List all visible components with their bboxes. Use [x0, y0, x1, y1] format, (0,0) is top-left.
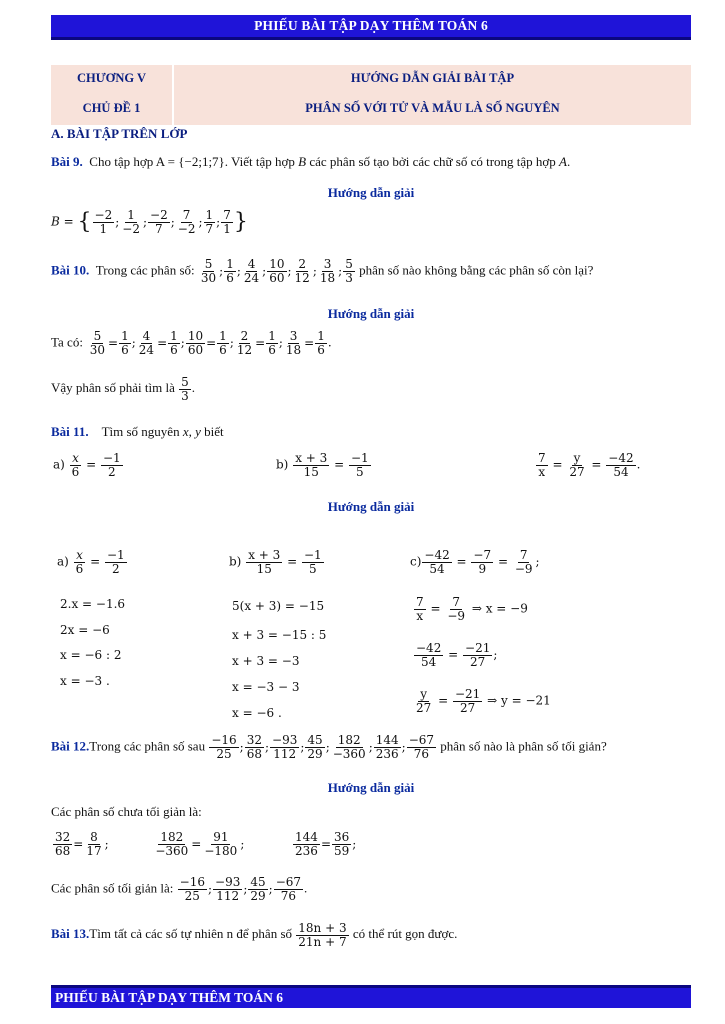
fraction: $\frac{-2}{1}$: [94, 208, 113, 236]
bai12-problem: [51, 734, 607, 760]
bai12-label: Bài 12.: [51, 738, 90, 754]
chapter-header-table: [51, 65, 691, 125]
sol-a-step1: 2.x = −1.6: [60, 597, 126, 611]
bai10-solution: [51, 330, 332, 356]
bai12-guide-heading: Hướng dẫn giải: [327, 780, 415, 795]
bai11-guide-heading: Hướng dẫn giải: [327, 499, 415, 514]
fraction: $\frac{-67}{76}$: [408, 733, 435, 761]
reduction-2: $\frac{182}{-360}$ = $\frac{91}{-180}$ ;: [155, 830, 245, 858]
fraction: $\frac{144}{236}$: [375, 733, 399, 761]
bai10-answer-fraction: $\frac{5}{3}$: [181, 375, 189, 403]
bai13-fraction: $\frac{18n + 3}{21n + 7}$: [298, 921, 347, 949]
fraction: $\frac{1}{6}$: [226, 257, 234, 285]
bai9-label: Bài 9.: [51, 154, 83, 169]
sol-b-step3: x + 3 = −3: [232, 654, 300, 668]
bai12-text2: phân số nào là phân số tối giản?: [440, 738, 607, 754]
bai9-set-name: B =: [51, 214, 74, 229]
bai13-label: Bài 13.: [51, 926, 90, 942]
bai11-question-b: b) $\frac{x + 3}{15}$ = $\frac{-1}{5}$: [276, 451, 369, 479]
bai12-fraction-list: $\frac{-16}{25}$ ; $\frac{32}{68}$ ; $\frac{-93}{112}$ ; $\frac{45}{29}$ ; $\frac{182}{-360}$ ; $\frac{144}{236}$ ; $\frac{-67}{76}$: [211, 733, 435, 761]
close-brace-icon: }: [233, 209, 248, 235]
fraction: $\frac{-16}{25}$: [179, 875, 205, 903]
fraction: $\frac{182}{-360}$: [332, 733, 366, 761]
bai9-problem: Bài 9. Cho tập hợp A = {−2;1;7}. Viết tập hợp B các phân số tạo bởi các chữ số có trong tập hợp A.: [51, 154, 571, 169]
bai10-fraction-list: $\frac{5}{30}$ ; $\frac{1}{6}$ ; $\frac{4}{24}$ ; $\frac{10}{60}$ ; $\frac{2}{12}$ ; $\frac{3}{18}$ ; $\frac{5}{3}$: [200, 257, 353, 285]
bai12-reductions: [52, 831, 356, 857]
bai11-text: Tìm số nguyên: [101, 424, 180, 439]
bai9-text: Cho tập hợp A = {−2;1;7}. Viết tập hợp: [89, 154, 295, 169]
bai11-label: Bài 11.: [51, 424, 89, 439]
fraction: $\frac{5}{30}$: [200, 257, 217, 285]
bai13-text: Tìm tất cả các số tự nhiên n để phân số: [89, 926, 293, 942]
bai10-problem: [51, 258, 593, 284]
bai11-question-a: a) $\frac{x}{6}$ = $\frac{-1}{2}$: [53, 451, 121, 479]
fraction: $\frac{10}{60}$: [269, 257, 285, 285]
footer-bar-title: PHIẾU BÀI TẬP DẠY THÊM TOÁN 6: [55, 990, 284, 1005]
bai11-sol-b-head: b) $\frac{x + 3}{15}$ = $\frac{-1}{5}$: [229, 548, 322, 576]
bai10-conclusion: Vậy phân số phải tìm là $\frac{5}{3}$ .: [51, 375, 195, 403]
footer-bar: [51, 985, 691, 1008]
sol-a-step4: x = −3 .: [60, 674, 110, 688]
fraction: $\frac{7}{-2}$: [177, 208, 196, 236]
equality: $\frac{2}{12}$ = $\frac{1}{6}$: [236, 329, 276, 357]
fraction: $\frac{4}{24}$: [243, 257, 260, 285]
bai12-reduced-label: Các phân số tối giản là:: [51, 880, 174, 896]
open-brace-icon: {: [77, 209, 92, 235]
bai13-text2: có thể rút gọn được.: [352, 926, 458, 942]
bai12-reduced-list: $\frac{-16}{25}$ ; $\frac{-93}{112}$ ; $\frac{45}{29}$ ; $\frac{-67}{76}$: [179, 875, 302, 903]
fraction: $\frac{-16}{25}$: [211, 733, 237, 761]
fraction: $\frac{1}{7}$: [205, 208, 214, 236]
fraction: $\frac{-93}{112}$: [215, 875, 241, 903]
bai9-var-a: A: [559, 154, 567, 169]
bai11-question-c: $\frac{7}{x}$ = $\frac{y}{27}$ = $\frac{-42}{54}$ .: [538, 451, 641, 479]
bai10-conclusion-text: Vậy phân số phải tìm là: [51, 380, 175, 396]
bai11-problem: [51, 424, 224, 440]
sol-a-step2: 2x = −6: [60, 623, 110, 637]
sol-b-step5: x = −6 .: [232, 706, 282, 720]
bai11-sol-c-x: $\frac{7}{x}$ = $\frac{7}{-9}$ ⇒ x = −9: [416, 595, 528, 623]
bai9-fraction-list: $\frac{-2}{1}$ ; $\frac{1}{-2}$ ; $\frac{-2}{7}$ ; $\frac{7}{-2}$ ; $\frac{1}{7}$ ; $\frac{7}{1}$: [94, 208, 231, 236]
bai11-sol-c-head: c) $\frac{-42}{54}$ = $\frac{-7}{9}$ = $\frac{7}{-9}$ ;: [410, 548, 540, 576]
bai12-reduced: Các phân số tối giản là: $\frac{-16}{25}$ ; $\frac{-93}{112}$ ; $\frac{45}{29}$ ; $\frac{-67}{76}$ .: [51, 875, 308, 903]
bai11-vars: x, y: [182, 424, 201, 439]
reduction-3: $\frac{144}{236}$ = $\frac{36}{59}$ ;: [295, 830, 357, 858]
fraction: $\frac{3}{18}$: [319, 257, 336, 285]
equality: $\frac{4}{24}$ = $\frac{1}{6}$: [138, 329, 178, 357]
bai9-answer-set: [51, 209, 248, 235]
bai9-text2: các phân số tạo bởi các chữ số có trong tập hợp: [309, 154, 556, 169]
bai10-guide-heading: Hướng dẫn giải: [327, 306, 415, 321]
topic-label: CHỦ ĐỀ 1: [82, 101, 141, 115]
sol-a-step3: x = −6 : 2: [60, 648, 122, 662]
fraction: $\frac{-2}{7}$: [150, 208, 168, 236]
bai10-ta-co: Ta có:: [51, 334, 83, 350]
fraction: $\frac{45}{29}$: [307, 733, 323, 761]
fraction: $\frac{7}{1}$: [223, 208, 231, 236]
bai11-sol-c-mid: $\frac{-42}{54}$ = $\frac{-21}{27}$ ;: [416, 641, 498, 669]
bai10-equalities: $\frac{5}{30}$ = $\frac{1}{6}$ ; $\frac{4}{24}$ = $\frac{1}{6}$ ; $\frac{10}{60}$ = $\frac{1}{6}$ ; $\frac{2}{12}$ = $\frac{1}{6}$ ; $\frac{3}{18}$ = $\frac{1}{6}$ .: [87, 336, 332, 350]
bai9-var-b: B: [298, 154, 307, 169]
fraction: $\frac{45}{29}$: [250, 875, 266, 903]
equality: $\frac{3}{18}$ = $\frac{1}{6}$: [285, 329, 325, 357]
bai12-not-reduced-label: Các phân số chưa tối giản là:: [51, 804, 202, 819]
guide-title: HƯỚNG DẪN GIẢI BÀI TẬP: [350, 71, 515, 85]
bai9-guide-heading: Hướng dẫn giải: [327, 185, 415, 200]
bai10-text: Trong các phân số:: [95, 262, 195, 278]
fraction: $\frac{-93}{112}$: [272, 733, 298, 761]
fraction: $\frac{5}{3}$: [345, 257, 353, 285]
section-a-heading: A. BÀI TẬP TRÊN LỚP: [51, 126, 188, 141]
bai11-sol-c-y: $\frac{y}{27}$ = $\frac{-21}{27}$ ⇒ y = −21: [416, 687, 551, 715]
equality: $\frac{10}{60}$ = $\frac{1}{6}$: [187, 329, 227, 357]
fraction: $\frac{32}{68}$: [246, 733, 262, 761]
fraction: $\frac{-67}{76}$: [275, 875, 302, 903]
bai11-text2: biết: [204, 424, 224, 439]
fraction: $\frac{1}{-2}$: [122, 208, 140, 236]
topic-title: PHÂN SỐ VỚI TỬ VÀ MẪU LÀ SỐ NGUYÊN: [305, 101, 560, 115]
bai13-problem: [51, 922, 457, 948]
sol-b-step4: x = −3 − 3: [232, 680, 300, 694]
header-bar: [51, 15, 691, 40]
bai10-text2: phân số nào không bằng các phân số còn lại?: [359, 262, 594, 278]
sol-b-step1: 5(x + 3) = −15: [232, 599, 325, 613]
equality: $\frac{5}{30}$ = $\frac{1}{6}$: [89, 329, 129, 357]
bai10-label: Bài 10.: [51, 262, 90, 278]
chapter-label: CHƯƠNG V: [76, 71, 147, 85]
sol-b-step2: x + 3 = −15 : 5: [232, 628, 327, 642]
reduction-1: $\frac{32}{68}$ = $\frac{8}{17}$ ;: [55, 830, 109, 858]
fraction: $\frac{2}{12}$: [294, 257, 310, 285]
header-bar-title: PHIẾU BÀI TẬP DẠY THÊM TOÁN 6: [254, 18, 488, 33]
bai11-sol-a-head: a) $\frac{x}{6}$ = $\frac{-1}{2}$: [57, 548, 125, 576]
bai12-text: Trong các phân số sau: [89, 738, 206, 754]
